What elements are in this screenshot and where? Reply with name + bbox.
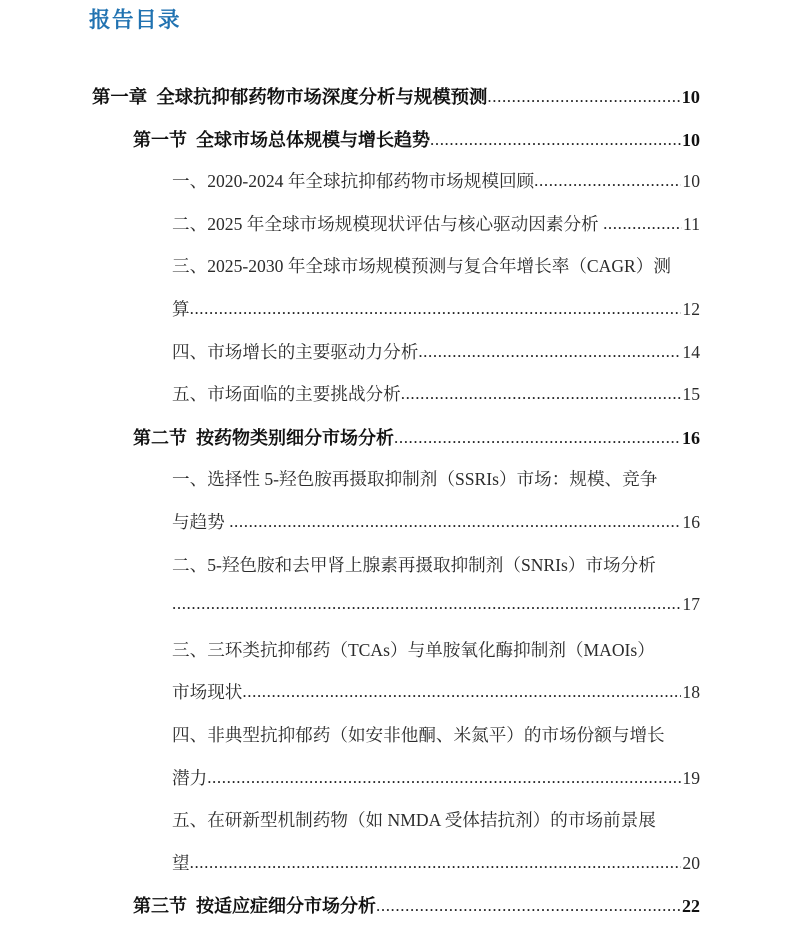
toc-entry-line[interactable] [0, 211, 793, 254]
toc-dot-leader [394, 428, 681, 448]
toc-page-number: 20 [682, 852, 700, 873]
toc-entry-line[interactable] [0, 637, 793, 680]
toc-entry-text: 市场现状 [172, 682, 243, 703]
toc-entry[interactable] [0, 168, 793, 211]
toc-dot-leader [207, 768, 681, 788]
toc-dot-leader [430, 130, 681, 150]
toc-entry-line[interactable] [0, 253, 793, 296]
toc-entry-text: 一、选择性 5-羟色胺再摄取抑制剂（SSRIs）市场：规模、竞争 [172, 469, 658, 490]
toc-entry-text: 第一节 全球市场总体规模与增长趋势 [133, 129, 430, 150]
toc-dot-leader [242, 682, 681, 702]
toc-dot-leader [376, 896, 681, 916]
toc-entry-text: 五、在研新型机制药物（如 NMDA 受体拮抗剂）的市场前景展 [172, 810, 656, 831]
toc-entry-line[interactable] [0, 339, 793, 382]
toc-entry[interactable] [0, 211, 793, 254]
toc-page-number: 16 [682, 427, 700, 448]
toc-page-number: 15 [682, 384, 700, 405]
toc-page-number: 19 [682, 767, 700, 788]
toc-entry-line[interactable] [0, 892, 793, 935]
toc-entry[interactable] [0, 126, 793, 169]
toc-page-number: 16 [682, 511, 700, 532]
toc-entry-line[interactable] [0, 381, 793, 424]
toc-entry-line[interactable] [0, 807, 793, 850]
toc-entry-line[interactable] [0, 126, 793, 169]
toc-entry-text: 第一章 全球抗抑郁药物市场深度分析与规模预测 [92, 87, 488, 107]
toc-entry-text: 第三节 按适应症细分市场分析 [133, 896, 376, 917]
toc-dot-leader [487, 87, 680, 107]
toc-dot-leader [534, 171, 681, 191]
toc-page-number: 12 [682, 298, 700, 319]
toc-dot-leader [190, 853, 682, 873]
toc-entry-line[interactable] [0, 83, 793, 126]
toc-entry-text: 三、2025-2030 年全球市场规模预测与复合年增长率（CAGR）测 [172, 256, 671, 277]
toc-entry-text: 潜力 [172, 767, 208, 788]
toc-dot-leader [418, 342, 681, 362]
toc-entry-text: 二、5-羟色胺和去甲肾上腺素再摄取抑制剂（SNRIs）市场分析 [172, 554, 656, 575]
toc-entry[interactable] [0, 637, 793, 722]
toc-entry[interactable] [0, 722, 793, 807]
toc-entry[interactable] [0, 381, 793, 424]
toc-page-number: 11 [683, 213, 700, 234]
toc-entry-continuation-line[interactable] [0, 850, 793, 893]
toc-entry-line[interactable] [0, 424, 793, 467]
toc-entry-text: 第二节 按药物类别细分市场分析 [133, 427, 394, 448]
toc-page-number: 10 [681, 87, 700, 107]
toc-entry-text: 一、2020-2024 年全球抗抑郁药物市场规模回顾 [172, 171, 535, 192]
toc-dot-leader [603, 214, 682, 234]
toc-entry[interactable] [0, 466, 793, 551]
toc-entry[interactable] [0, 424, 793, 467]
toc-entry-line[interactable] [0, 722, 793, 765]
toc-entry-text: 五、市场面临的主要挑战分析 [172, 384, 401, 405]
toc-entry[interactable] [0, 339, 793, 382]
page-title: 报告目录 [89, 8, 182, 32]
toc-page-number: 10 [682, 171, 700, 192]
toc-entry-text: 望 [172, 852, 190, 873]
toc-entry[interactable] [0, 807, 793, 892]
toc-entry[interactable] [0, 253, 793, 338]
toc-entry-text: 与趋势 [172, 511, 230, 532]
toc-entry-text: 四、非典型抗抑郁药（如安非他酮、米氮平）的市场份额与增长 [172, 724, 665, 745]
toc-entry-line[interactable] [0, 552, 793, 595]
toc-entry[interactable] [0, 552, 793, 637]
toc-page-number: 14 [682, 341, 700, 362]
toc-dot-leader [229, 512, 681, 532]
toc-entry-continuation-line[interactable] [0, 509, 793, 552]
toc-entry-text: 三、三环类抗抑郁药（TCAs）与单胺氧化酶抑制剂（MAOIs） [172, 639, 655, 660]
toc-page-number: 18 [682, 682, 700, 703]
toc-page-number: 22 [682, 896, 700, 917]
toc-entry-text: 二、2025 年全球市场规模现状评估与核心驱动因素分析 [172, 213, 604, 234]
toc-page-number: 10 [682, 129, 700, 150]
toc-entry-line[interactable] [0, 168, 793, 211]
toc-dot-leader [172, 594, 681, 614]
table-of-contents [0, 83, 793, 935]
toc-dot-leader [190, 299, 682, 319]
toc-entry-line[interactable] [0, 466, 793, 509]
toc-entry-continuation-line[interactable] [0, 594, 793, 637]
toc-page-number: 17 [682, 594, 700, 615]
toc-entry-text: 四、市场增长的主要驱动力分析 [172, 341, 419, 362]
toc-entry-text: 算 [172, 298, 190, 319]
toc-entry-continuation-line[interactable] [0, 765, 793, 808]
toc-entry-continuation-line[interactable] [0, 679, 793, 722]
toc-dot-leader [401, 384, 682, 404]
toc-entry[interactable] [0, 892, 793, 935]
toc-entry-continuation-line[interactable] [0, 296, 793, 339]
toc-entry[interactable] [0, 83, 793, 126]
